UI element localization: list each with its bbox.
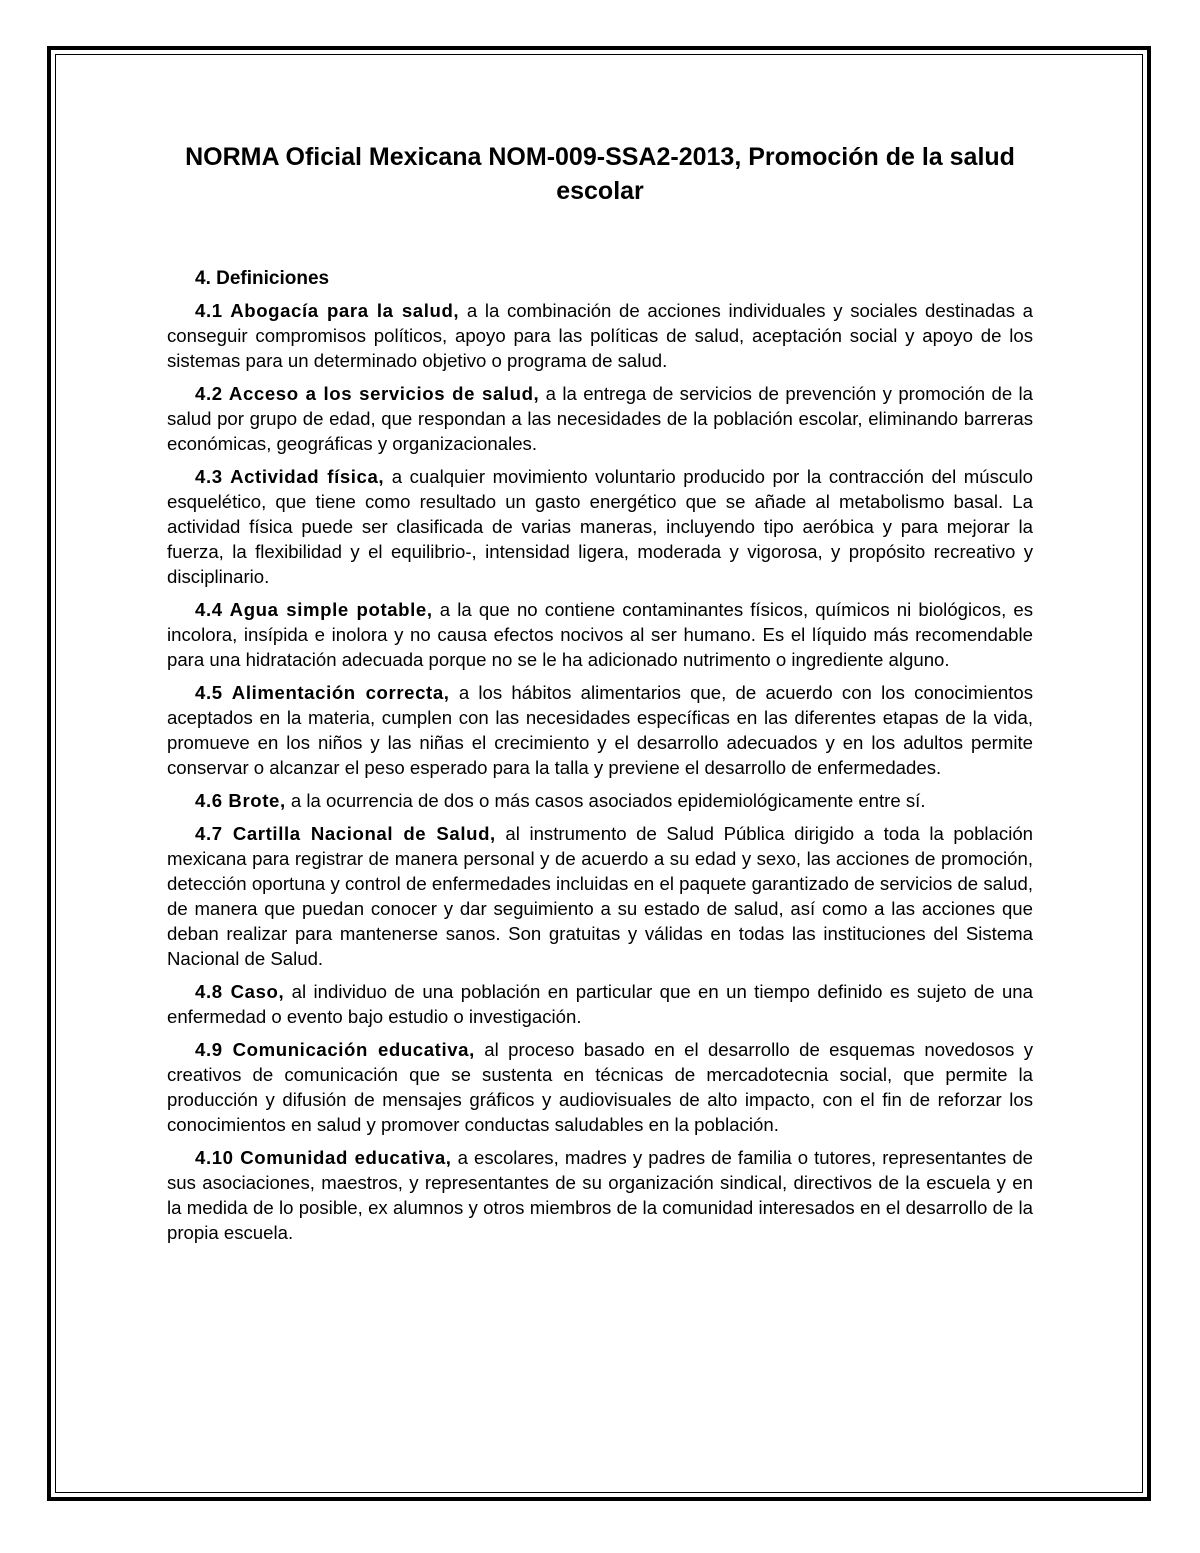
definition-4-3 [167,464,1033,589]
definition-text: a la combinación de acciones individuales y sociales destinadas a conseguir compromisos políticos, apoyo para las políticas de salud, aceptación social y apoyo de los sistemas para un determinado objetivo o programa de salud. [167,300,1033,371]
definition-text: a la que no contiene contaminantes físicos, químicos ni biológicos, es incolora, insípida e inolora y no causa efectos nocivos al ser humano. Es el líquido más recomendable para una hidratación adecuada porque no se le ha adicionado nutrimento o ingrediente alguno. [167,599,1033,670]
definition-term: 4.6 Brote, [195,790,286,811]
definition-term: 4.7 Cartilla Nacional de Salud, [195,823,496,844]
definition-text: a cualquier movimiento voluntario producido por la contracción del músculo esquelético, que tiene como resultado un gasto energético que se añade al metabolismo basal. La actividad física puede ser clasificada de varias maneras, incluyendo tipo aeróbica y para mejorar la fuerza, la flexibilidad y el equilibrio-, intensidad ligera, moderada y vigorosa, y propósito recreativo y disciplinario. [167,466,1034,587]
definition-text: al individuo de una población en particular que en un tiempo definido es sujeto de una enfermedad o evento bajo estudio o investigación. [167,981,1033,1027]
definition-text: al instrumento de Salud Pública dirigido a toda la población mexicana para registrar de manera personal y de acuerdo a su edad y sexo, las acciones de promoción, detección oportuna y control de enfermedades incluidas en el paquete garantizado de servicios de salud, de manera que puedan conocer y dar seguimiento a su estado de salud, así como a las acciones que deban realizar para mantenerse sanos. Son gratuitas y válidas en todas las instituciones del Sistema Nacional de Salud. [167,823,1034,969]
definition-4-8 [167,979,1033,1029]
definition-text: al proceso basado en el desarrollo de esquemas novedosos y creativos de comunicación que se sustenta en técnicas de mercadotecnia social, que permite la producción y difusión de mensajes gráficos y audiovisuales de alto impacto, con el fin de reforzar los conocimientos en salud y promover conductas saludables en la población. [167,1039,1033,1135]
definition-text: a los hábitos alimentarios que, de acuerdo con los conocimientos aceptados en la materia, cumplen con las necesidades específicas en las diferentes etapas de la vida, promueve en los niños y las niñas el crecimiento y el desarrollo adecuados y en los adultos permite conservar o alcanzar el peso esperado para la talla y previene el desarrollo de enfermedades. [167,682,1034,778]
definition-4-4 [167,597,1033,672]
definition-term: 4.4 Agua simple potable, [195,599,433,620]
document-title: NORMA Oficial Mexicana NOM-009-SSA2-2013, Promoción de la salud escolar [185,143,1015,205]
definition-term: 4.5 Alimentación correcta, [195,682,450,703]
definition-text: a escolares, madres y padres de familia o tutores, representantes de sus asociaciones, maestros, y representantes de su organización sindical, directivos de la escuela y en la medida de lo posible, ex alumnos y otros miembros de la comunidad interesados en el desarrollo de la propia escuela. [167,1147,1033,1243]
definition-term: 4.8 Caso, [195,981,285,1002]
definition-4-2 [167,381,1033,456]
definition-4-10 [167,1145,1033,1245]
definition-term: 4.10 Comunidad educativa, [195,1147,452,1168]
definition-4-9 [167,1037,1033,1137]
definition-term: 4.9 Comunicación educativa, [195,1039,475,1060]
definition-term: 4.1 Abogacía para la salud, [195,300,460,321]
definition-text: a la ocurrencia de dos o más casos asociados epidemiológicamente entre sí. [290,790,926,811]
definition-term: 4.3 Actividad física, [195,466,385,487]
definition-4-6 [167,788,1033,813]
definition-4-7 [167,821,1033,971]
definition-term: 4.2 Acceso a los servicios de salud, [195,383,540,404]
section-heading: 4. Definiciones [195,268,330,289]
definition-4-1 [167,298,1033,373]
definition-4-5 [167,680,1033,780]
document-body [167,140,1033,1253]
definition-text: a la entrega de servicios de prevención y promoción de la salud por grupo de edad, que respondan a las necesidades de la población escolar, eliminando barreras económicas, geográficas y organizacionales. [167,383,1034,454]
